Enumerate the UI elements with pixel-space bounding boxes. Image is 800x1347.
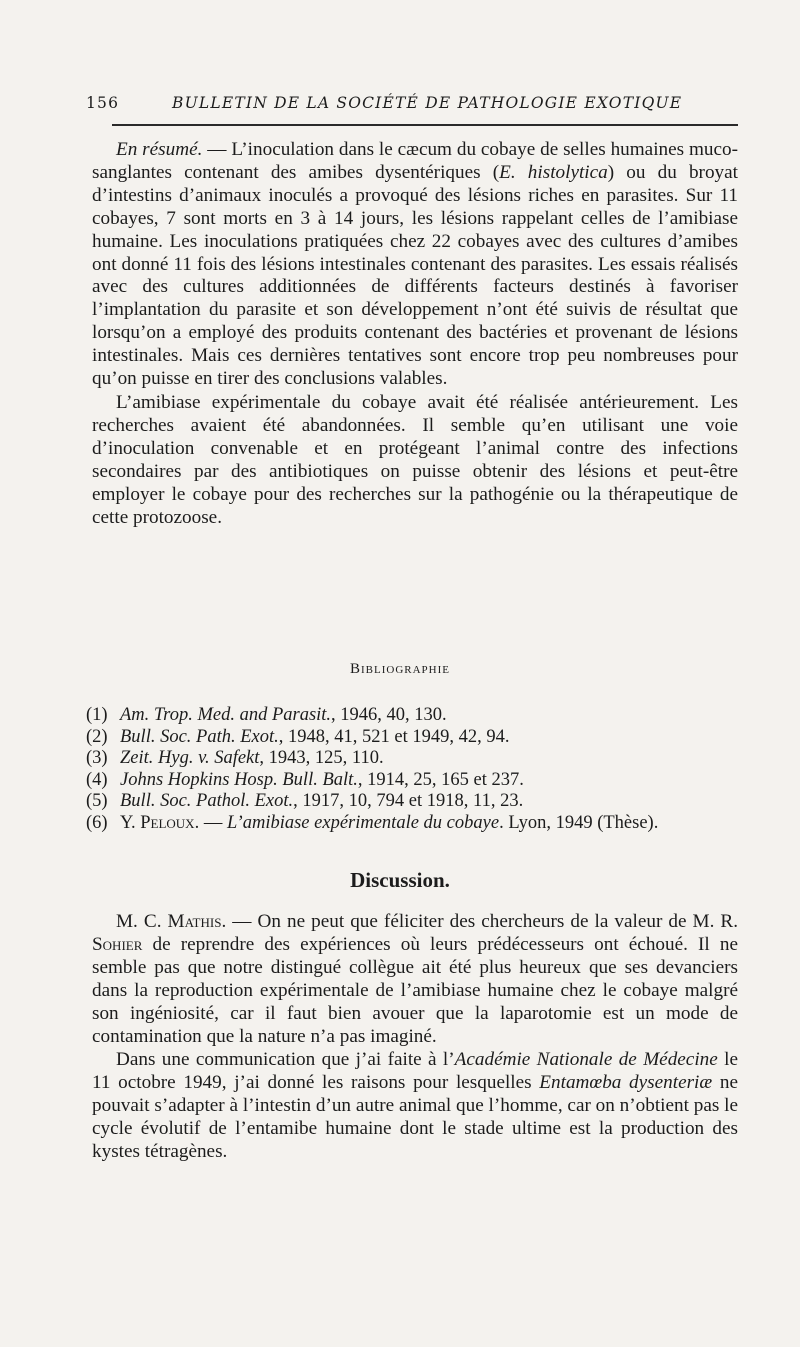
speaker-name: Mathis (167, 911, 222, 932)
entry-number: (6) (86, 812, 108, 833)
entry-ref: , 1917, 10, 794 et 1918, 11, 23. (293, 791, 524, 812)
entry-number: (1) (86, 705, 108, 725)
summary-text: — L’inoculation dans le cæcum du cobaye de selles humaines muco-sanglantes contenant des amibes dysentériques ( (92, 139, 738, 183)
entry-author-initial: Y. (120, 812, 141, 833)
summary-section (92, 139, 738, 529)
discussion-paragraph (92, 911, 738, 1048)
entry-author: Peloux (140, 812, 195, 833)
discussion-paragraph-2 (92, 1049, 738, 1164)
discussion-text-3: le 11 octobre 1949, j’ai donné les raisons pour lesquelles (92, 1049, 738, 1094)
species-name-2: Entamœba dysenteriæ (539, 1072, 713, 1094)
cited-author: Sohier (92, 933, 143, 955)
discussion-text-2: Dans une communication que j’ai faite à l’ (116, 1049, 455, 1071)
entry-ref: , 1948, 41, 521 et 1949, 42, 94. (278, 726, 510, 747)
summary-paragraph (92, 139, 738, 391)
entry-number: (5) (86, 791, 108, 812)
header-rule (112, 124, 738, 126)
entry-source: Bull. Soc. Pathol. Exot. (120, 791, 294, 812)
discussion-text-rest: de reprendre des expériences où leurs prédécesseurs ont échoué. Il ne semble pas que notre distingué collègue ait été plus heureux que ses devanciers dans la reproduction expérimentale de l’amibiase humaine chez le cobaye malgré son ingéniosité, car il faut bien avouer que la laparotomie est un mode de contamination que la nature n’a pas imaginé. (92, 933, 738, 1047)
academy-name: Académie Nationale de Médecine (454, 1049, 718, 1071)
speaker-initials: M. C. (116, 911, 168, 932)
entry-number: (2) (86, 726, 108, 747)
discussion-text-4: ne pouvait s’adapter à l’intestin d’un autre animal que l’homme, car on n’obtient pas le cycle évolutif de l’entamibe humaine dont le stade ultime est la production des kystes tétragènes. (92, 1072, 738, 1163)
journal-title: BULLETIN DE LA SOCIÉTÉ DE PATHOLOGIE EXOTIQUE (172, 94, 683, 112)
entry-rest: . Lyon, 1949 (Thèse). (499, 812, 659, 833)
discussion-text: . — On ne peut que féliciter des chercheurs de la valeur de M. R. (221, 911, 738, 932)
bibliography-entry (86, 791, 746, 813)
discussion-title: Discussion. (350, 868, 450, 892)
page-number: 156 (86, 94, 120, 112)
summary-text-rest: ) ou du broyat d’intestins d’animaux inoculés a provoqué des lésions riches en parasites. Sur 11 cobayes, 7 sont morts en 3 à 14 jours, les lésions rappelant celles de l’amibiase humaine. Les inoculations pratiquées chez 22 cobayes avec des cultures d’amibes ont donné 11 fois des lésions intestinales contenant des parasites. Les essais réalisés avec des cultures additionnées de différents facteurs destinés à favoriser l’implantation du parasite et son développement n’ont été suivis de résultat que lorsqu’on a employé des produits contenant des bactéries et provenant de lésions intestinales. Mais ces dernières tentatives sont encore trop peu nombreuses pour qu’on puisse en tirer des conclusions valables. (92, 161, 738, 390)
entry-source: Zeit. Hyg. v. Safekt (120, 748, 260, 769)
discussion-section (92, 911, 738, 1164)
entry-ref: , 1946, 40, 130. (331, 705, 447, 725)
bibliography-entry (86, 748, 746, 770)
entry-source: Am. Trop. Med. and Parasit. (120, 705, 332, 725)
bibliography-heading: Bibliographie (350, 661, 450, 677)
species-name: E. histolytica (499, 161, 608, 183)
entry-ref: , 1943, 125, 110. (259, 748, 384, 769)
entry-number: (3) (86, 748, 108, 769)
bibliography-list (86, 705, 746, 835)
entry-dash: . — (194, 812, 227, 833)
bibliography-entry (86, 705, 746, 727)
bibliography-entry (86, 770, 746, 792)
bibliography-entry (86, 813, 746, 835)
entry-title: L’amibiase expérimentale du cobaye (226, 812, 500, 833)
entry-source: Bull. Soc. Path. Exot. (120, 726, 279, 747)
bibliography-entry (86, 727, 746, 749)
entry-number: (4) (86, 769, 108, 790)
entry-ref: , 1914, 25, 165 et 237. (357, 769, 524, 790)
summary-lead: En résumé. (116, 139, 203, 160)
summary-paragraph-2: L’amibiase expérimentale du cobaye avait été réalisée antérieurement. Les recherches avaient été abandonnées. Il semble qu’en utilisant une voie d’inoculation convenable et en protégeant l’animal contre des infections secondaires par des antibiotiques on puisse obtenir des lésions et peut-être employer le cobaye pour des recherches sur la pathogénie ou la thérapeutique de cette protozoose. (92, 391, 738, 528)
entry-source: Johns Hopkins Hosp. Bull. Balt. (120, 769, 358, 790)
